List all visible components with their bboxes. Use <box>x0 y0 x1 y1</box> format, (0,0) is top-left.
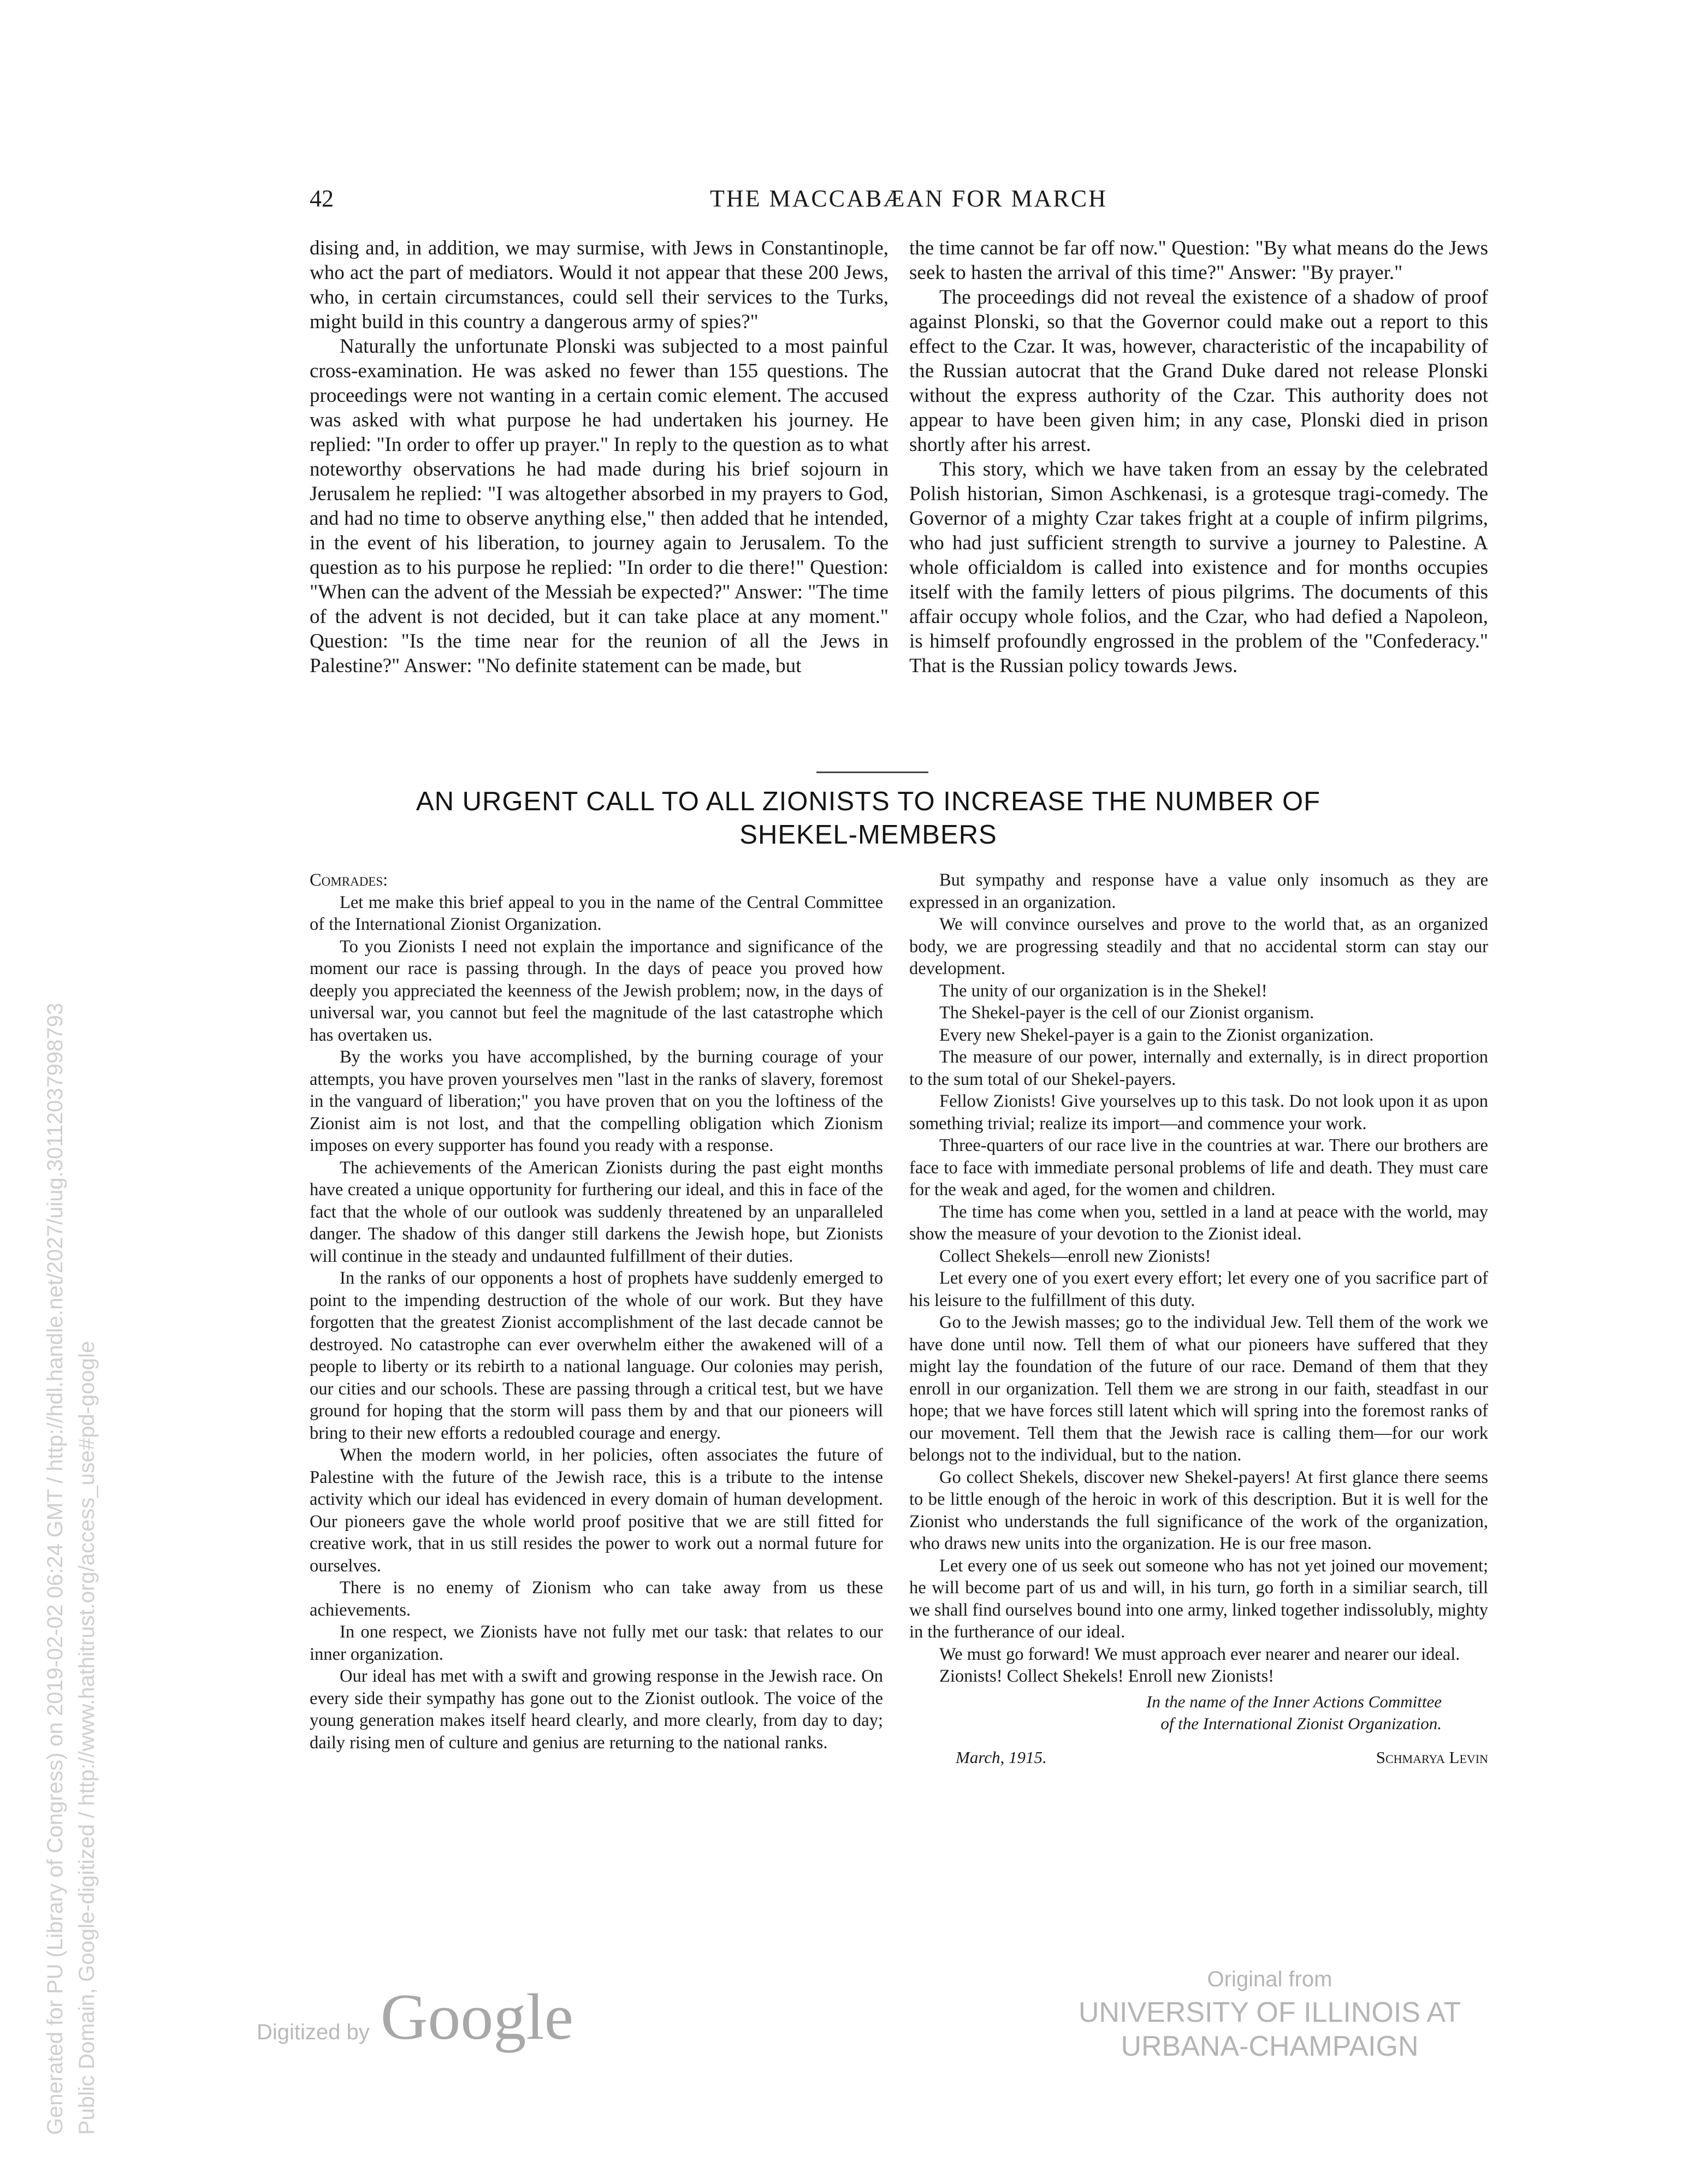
headline-line: SHEKEL-MEMBERS <box>739 820 997 850</box>
appeal-column-left <box>310 869 883 1754</box>
paragraph: We will convince ourselves and prove to the world that, as an organized body, we are progressing steadily and that no accidental storm can stay our development. <box>909 915 1488 978</box>
watermark-line: Public Domain, Google-digitized / http://www.hathitrust.org/access_use#pd-google <box>75 1340 99 2135</box>
signature-name: Schmarya Levin <box>1376 1747 1488 1767</box>
paragraph: Our ideal has met with a swift and growing response in the Jewish race. On every side their sympathy has gone out to the Zionist outlook. The voice of the young generation makes itself heard clearly, and more clearly, from day to day; daily rising men of culture and genius are returning to the national ranks. <box>310 1666 883 1753</box>
google-logo: Google <box>380 1980 574 2053</box>
paragraph: The Shekel-payer is the cell of our Zionist organism. <box>939 1003 1314 1023</box>
original-source-mark <box>1051 1963 1488 2063</box>
paragraph: The time has come when you, settled in a land at peace with the world, may show the measure of your devotion to the Zionist ideal. <box>909 1202 1488 1244</box>
google-digitized-mark <box>257 1979 573 2055</box>
paragraph: the time cannot be far off now." Question: "By what means do the Jews seek to hasten the arrival of this time?" Answer: "By prayer." <box>909 237 1488 284</box>
paragraph: When the modern world, in her policies, often associates the future of Palestine with the future of the Jewish race, this is a tribute to the intense activity which our ideal has evidenced in every domain of human development. Our pioneers gave the whole world proof positive that we are still fitted for creative work, that in us still resides the power to work out a normal future for ourselves. <box>310 1445 883 1576</box>
paragraph: The proceedings did not reveal the existence of a shadow of proof against Plonski, so that the Governor could make out a report to this effect to the Czar. It was, however, characteristic of the incapability of the Russian autocrat that the Grand Duke dared not release Plonski without the express authority of the Czar. This authority does not appear to have been given him; in any case, Plonski died in prison shortly after his arrest. <box>909 286 1488 456</box>
original-from-label: Original from <box>1207 1967 1332 1991</box>
signature-block <box>909 1691 1488 1735</box>
paragraph: Go collect Shekels, discover new Shekel-payers! At first glance there seems to be little enough of the heroic in work of this description. But it is well for the Zionist who understands the full significance of the work of the organization, who draws new units into the organization. He is our free mason. <box>909 1467 1488 1553</box>
paragraph: Three-quarters of our race live in the countries at war. There our brothers are face to face with immediate personal problems of life and death. They must care for the weak and aged, for the women and children. <box>909 1136 1488 1200</box>
appeal-column-right <box>909 869 1488 1768</box>
paragraph: Fellow Zionists! Give yourselves up to this task. Do not look upon it as upon something trivial; realize its import—and commence your work. <box>909 1091 1488 1133</box>
paragraph: There is no enemy of Zionism who can take away from us these achievements. <box>310 1578 883 1620</box>
paragraph: Let me make this brief appeal to you in the name of the Central Committee of the International Zionist Organization. <box>310 892 883 934</box>
paragraph: The measure of our power, internally and externally, is in direct proportion to the sum total of our Shekel-payers. <box>909 1047 1488 1089</box>
signature-date: March, 1915. <box>956 1747 1047 1767</box>
paragraph: The achievements of the American Zionists during the past eight months have created a unique opportunity for furthering our ideal, and this in face of the fact that the whole of our outlook was suddenly threatened by an unparalleled danger. The shadow of this danger still darkens the Jewish hope, but Zionists will continue in the steady and undaunted fulfillment of their duties. <box>310 1158 883 1266</box>
side-watermark <box>39 715 103 2135</box>
paragraph: Collect Shekels—enroll new Zionists! <box>939 1246 1211 1266</box>
paragraph: To you Zionists I need not explain the importance and significance of the moment our race is passing through. In the days of peace you proved how deeply you appreciated the keenness of the Jewish problem; now, in the days of universal war, you cannot but feel the magnitude of the last catastrophe which has overtaken us. <box>310 936 883 1045</box>
paragraph: Let every one of you exert every effort; let every one of you sacrifice part of his leisure to the fulfillment of this duty. <box>909 1268 1488 1310</box>
paragraph: In one respect, we Zionists have not fully met our task: that relates to our inner organization. <box>310 1622 883 1664</box>
university-name: URBANA-CHAMPAIGN <box>1121 2031 1419 2062</box>
paragraph: Zionists! Collect Shekels! Enroll new Zionists! <box>939 1666 1274 1686</box>
signature-line: of the International Zionist Organization. <box>1160 1713 1442 1733</box>
digitized-by-label: Digitized by <box>257 2020 370 2044</box>
signature-footer <box>909 1747 1488 1769</box>
running-title: THE MACCABÆAN FOR MARCH <box>710 185 1107 212</box>
article-column-top-right <box>909 236 1488 678</box>
paragraph: But sympathy and response have a value only insomuch as they are expressed in an organization. <box>909 870 1488 912</box>
paragraph: The unity of our organization is in the Shekel! <box>939 981 1268 1001</box>
page-number: 42 <box>310 185 334 212</box>
paragraph: Let every one of us seek out someone who has not yet joined our movement; he will become part of us and will, in his turn, go forth in a similiar search, till we shall find ourselves bound into one army, linked together indissolubly, mighty in the furtherance of our ideal. <box>909 1556 1489 1642</box>
paragraph: This story, which we have taken from an essay by the celebrated Polish historian, Simon Aschkenasi, is a grotesque tragi-comedy. The Governor of a mighty Czar takes fright at a couple of infirm pilgrims, who had just sufficient strength to survive a journey to Palestine. A whole officialdom is called into existence and for months occupies itself with the family letters of pious pilgrims. The documents of this affair occupy whole folios, and the Czar, who had defied a Napoleon, is himself profoundly engrossed in the problem of the "Confederacy." That is the Russian policy towards Jews. <box>909 458 1488 677</box>
appeal-headline <box>306 785 1431 852</box>
paragraph: Naturally the unfortunate Plonski was subjected to a most painful cross-examination. He was asked no fewer than 155 questions. The proceedings were not wanting in a certain comic element. The accused was asked with what purpose he had undertaken his journey. He replied: "In order to offer up prayer." In reply to the question as to what noteworthy observations he had made during his brief sojourn in Jerusalem he replied: "I was altogether absorbed in my prayers to God, and had no time to observe anything else," then added that he intended, in the event of his liberation, to journey again to Jerusalem. To the question as to his purpose he replied: "In order to die there!" Question: "When can the advent of the Messiah be expected?" Answer: "The time of the advent is not decided, but it can take place at any moment." Question: "Is the time near for the reunion of all the Jews in Palestine?" Answer: "No definite statement can be made, but <box>310 335 889 677</box>
paragraph: dising and, in addition, we may surmise, with Jews in Constantinople, who act the part of mediators. Would it not appear that these 200 Jews, who, in certain circumstances, could sell their services to the Turks, might build in this country a dangerous army of spies?" <box>310 237 889 333</box>
watermark-line: Generated for PU (Library of Congress) on 2019-02-02 06:24 GMT / http://hdl.handle.net/2027/uiug.30112037998793 <box>43 1002 67 2135</box>
salutation: Comrades: <box>310 870 388 890</box>
paragraph: Every new Shekel-payer is a gain to the Zionist organization. <box>939 1025 1374 1045</box>
paragraph: In the ranks of our opponents a host of prophets have suddenly emerged to point to the impending destruction of the whole of our work. But they have forgotten that the greatest Zionist accomplishment of the last decade cannot be destroyed. No catastrophe can ever overwhelm either the awakened will of a people to liberty or its rebirth to a national language. Our colonies may perish, our cities and our schools. These are passing through a critical test, but we have ground for hoping that the storm will pass them by and that our pioneers will bring to their new efforts a redoubled courage and energy. <box>310 1268 883 1443</box>
university-name: UNIVERSITY OF ILLINOIS AT <box>1078 1997 1461 2028</box>
paragraph: We must go forward! We must approach ever nearer and nearer our ideal. <box>939 1644 1460 1664</box>
paragraph: By the works you have accomplished, by the burning courage of your attempts, you have proven yourselves men "last in the ranks of slavery, foremost in the vanguard of liberation;" you have proven that on you the loftiness of the Zionist aim is not lost, and that the compelling obligation which Zionism imposes on every supporter has found you ready with a response. <box>310 1047 883 1155</box>
section-divider <box>816 771 928 773</box>
headline-line: AN URGENT CALL TO ALL ZIONISTS TO INCREASE THE NUMBER OF <box>416 787 1321 816</box>
paragraph: Go to the Jewish masses; go to the individual Jew. Tell them of the work we have done until now. Tell them of what our pioneers have suffered that they might lay the foundation of the future of our race. Demand of them that they enroll in our organization. Tell them we are strong in our faith, steadfast in our hope; that we have forces still latent which will spring into the foremost ranks of our movement. Tell them that the Jewish race is calling them—for our work belongs not to the individual, but to the nation. <box>909 1313 1488 1465</box>
article-column-top-left <box>310 236 889 678</box>
signature-line: In the name of the Inner Actions Committee <box>1146 1692 1442 1711</box>
